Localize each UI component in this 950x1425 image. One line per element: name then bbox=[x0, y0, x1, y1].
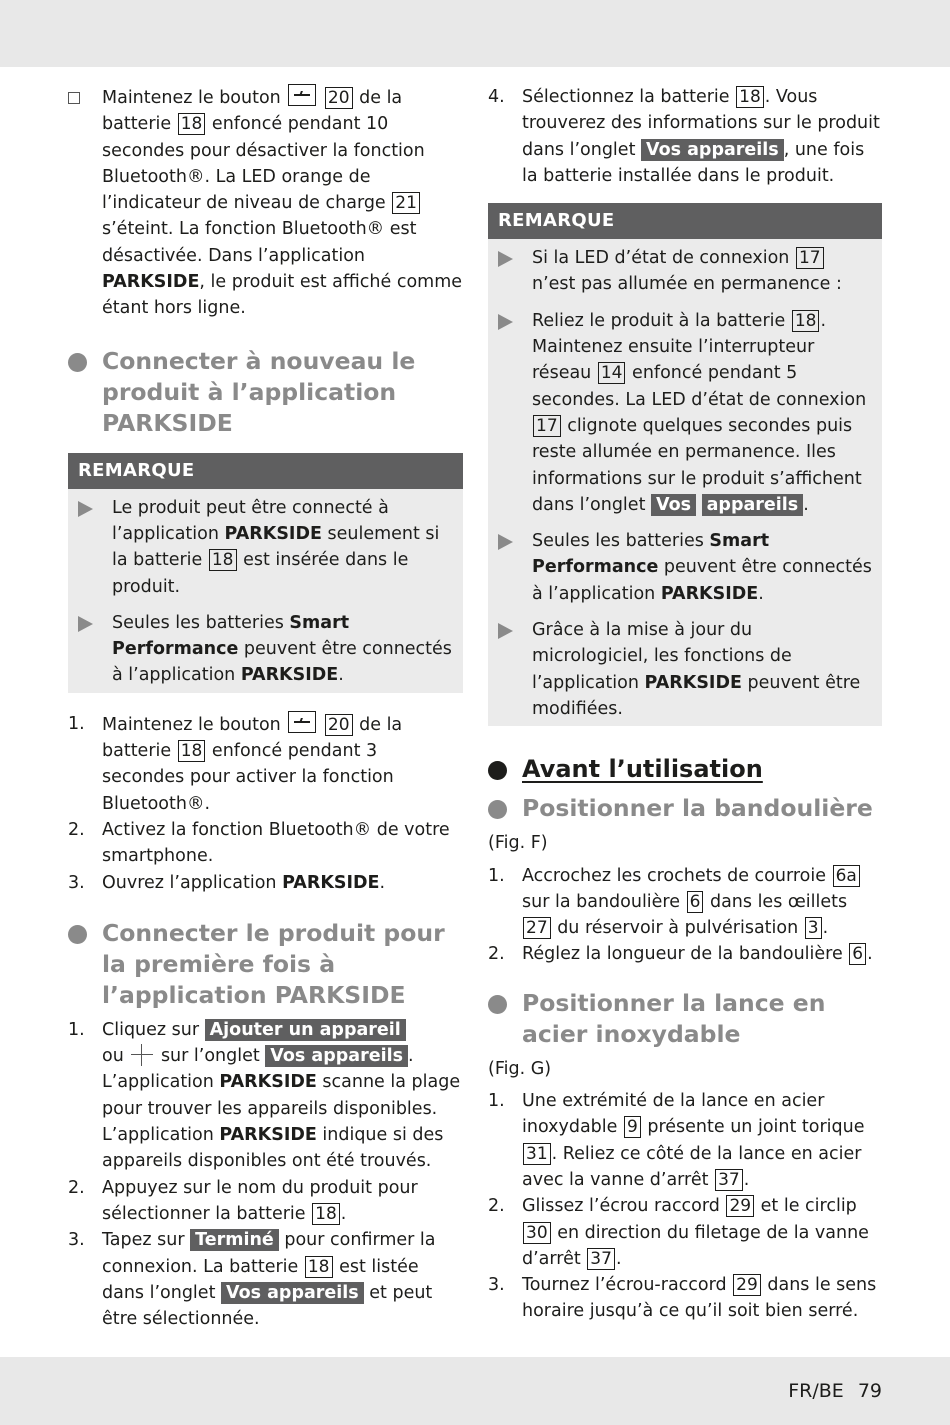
triangle-bullet-icon bbox=[498, 251, 513, 267]
figure-ref: (Fig. G) bbox=[488, 1058, 552, 1079]
remark-title: REMARQUE bbox=[488, 203, 882, 239]
remark-item: Grâce à la mise à jour du micrologiciel, les fonctions de l’application PARKSIDE peuvent être modifiées. bbox=[498, 617, 872, 722]
your-devices-label: Vos bbox=[651, 494, 696, 516]
list-item: 3. Ouvrez l’application PARKSIDE. bbox=[68, 872, 386, 893]
list-item: 4. Sélectionnez la batterie 18 . Vous trouverez des informations sur le produit dans l’onglet Vos appareils , une fois la batterie installée dans le produit. bbox=[488, 87, 880, 186]
lance-steps bbox=[488, 1088, 882, 1325]
done-label: Terminé bbox=[190, 1229, 279, 1251]
bluetooth-button-icon bbox=[288, 711, 316, 733]
page-number: 79 bbox=[857, 1380, 882, 1402]
ref-number: 30 bbox=[523, 1222, 551, 1244]
your-devices-label: Vos appareils bbox=[221, 1282, 364, 1304]
heading-reconnect: Connecter à nouveau le produit à l’application PARKSIDE bbox=[68, 346, 463, 439]
triangle-bullet-icon bbox=[498, 623, 513, 639]
ref-number: 37 bbox=[715, 1169, 743, 1191]
list-item: 3. Tapez sur Terminé pour confirmer la connexion. La batterie 18 est listée dans l’onglet Vos appareils et peut être sélectionnée. bbox=[68, 1230, 436, 1330]
list-item: 2. Appuyez sur le nom du produit pour sélectionner la batterie 18 . bbox=[68, 1177, 418, 1224]
ref-number: 18 bbox=[209, 549, 237, 571]
ref-number: 37 bbox=[587, 1248, 615, 1270]
grey-bullet-icon bbox=[68, 353, 87, 372]
triangle-bullet-icon bbox=[498, 314, 513, 330]
bluetooth-button-icon bbox=[288, 84, 316, 106]
triangle-bullet-icon bbox=[78, 501, 93, 517]
ref-number: 29 bbox=[726, 1195, 754, 1217]
ref-number: 31 bbox=[523, 1143, 551, 1165]
list-item: 2. Réglez la longueur de la bandoulière 6 . bbox=[488, 944, 873, 965]
strap-steps bbox=[488, 863, 882, 968]
ref-number: 18 bbox=[312, 1203, 340, 1225]
ref-number: 18 bbox=[178, 740, 206, 762]
ref-number: 18 bbox=[736, 86, 764, 108]
ref-number: 18 bbox=[305, 1256, 333, 1278]
grey-bullet-icon bbox=[488, 800, 507, 819]
remark-item: Seules les batteries Smart Performance peuvent être connectés à l’application PARKSIDE. bbox=[78, 610, 453, 689]
bluetooth-off-paragraph: Maintenez le bouton 20 de la batterie 18 enfoncé pendant 10 secondes pour désactiver la fonction Bluetooth®. La LED orange de l’indicateur de niveau de charge 21 s’éteint. La fonction Bluetooth® est désactivée. Dans l’application PARKSIDE, le produit est affiché comme étant hors ligne. bbox=[68, 84, 463, 322]
remark-item: Le produit peut être connecté à l’application PARKSIDE seulement si la batterie 18 est insérée dans le produit. bbox=[78, 495, 453, 600]
ref-number: 6 bbox=[687, 891, 704, 913]
page-footer bbox=[788, 1380, 882, 1402]
ref-number: 6a bbox=[833, 865, 860, 887]
reconnect-steps bbox=[68, 711, 463, 896]
top-band bbox=[0, 0, 950, 67]
right-column bbox=[488, 84, 882, 1325]
list-item: 2. Activez la fonction Bluetooth® de votre smartphone. bbox=[68, 819, 450, 867]
first-connect-steps bbox=[68, 1017, 463, 1333]
ref-number: 3 bbox=[805, 917, 822, 939]
triangle-bullet-icon bbox=[78, 616, 93, 632]
black-bullet-icon bbox=[488, 761, 507, 780]
checkbox-bullet-icon bbox=[68, 92, 80, 104]
ref-number: 20 bbox=[325, 714, 353, 736]
add-device-label: Ajouter un appareil bbox=[205, 1019, 406, 1041]
ref-number: 17 bbox=[533, 415, 561, 437]
ref-number: 29 bbox=[733, 1274, 761, 1296]
your-devices-label: Vos appareils bbox=[265, 1045, 408, 1067]
remark-item: Si la LED d’état de connexion 17 n’est pas allumée en permanence : bbox=[498, 245, 872, 298]
remark-box-1 bbox=[68, 453, 463, 693]
list-item: 3. Tournez l’écrou-raccord 29 dans le sens horaire jusqu’à ce qu’il soit bien serré. bbox=[488, 1275, 877, 1322]
list-item: 1. Une extrémité de la lance en acier inoxydable 9 présente un joint torique 31 . Reliez ce côté de la lance en acier avec la vanne d’arrêt 37 . bbox=[488, 1091, 865, 1190]
remark-item: Reliez le produit à la batterie 18 . Maintenez ensuite l’interrupteur réseau 14 enfoncé pendant 5 secondes. La LED d’état de connexion 17 clignote quelques secondes puis reste allumée en permanence. Iles informations sur le produit s’affichent dans l’onglet Vos appareils . bbox=[498, 308, 872, 518]
ref-number: 27 bbox=[523, 917, 551, 939]
heading-lance: Positionner la lance en acier inoxydable bbox=[488, 988, 882, 1050]
your-devices-label: Vos appareils bbox=[641, 139, 784, 161]
list-item: 1. Maintenez le bouton 20 de la batterie 18 enfoncé pendant 3 secondes pour activer la fonction Bluetooth®. bbox=[68, 711, 463, 817]
left-column bbox=[68, 84, 463, 1332]
triangle-bullet-icon bbox=[498, 534, 513, 550]
language-code: FR/BE bbox=[788, 1380, 844, 1402]
ref-number: 18 bbox=[178, 113, 206, 135]
remark-box-2 bbox=[488, 203, 882, 726]
ref-number: 17 bbox=[796, 247, 824, 269]
list-item: 2. Glissez l’écrou raccord 29 et le circlip 30 en direction du filetage de la vanne d’arrêt 37 . bbox=[488, 1196, 869, 1269]
grey-bullet-icon bbox=[488, 995, 507, 1014]
your-devices-label: appareils bbox=[702, 494, 804, 516]
figure-ref: (Fig. F) bbox=[488, 833, 548, 854]
ref-number: 21 bbox=[392, 192, 420, 214]
list-item: 1. Accrochez les crochets de courroie 6a sur la bandoulière 6 dans les œillets 27 du réservoir à pulvérisation 3 . bbox=[488, 863, 882, 942]
remark-item: Seules les batteries Smart Performance peuvent être connectés à l’application PARKSIDE. bbox=[498, 528, 872, 607]
step-four bbox=[488, 84, 882, 189]
heading-before-use: Avant l’utilisation bbox=[488, 754, 882, 785]
heading-first-connect: Connecter le produit pour la première fois à l’application PARKSIDE bbox=[68, 918, 463, 1011]
plus-icon bbox=[131, 1044, 153, 1064]
ref-number: 20 bbox=[325, 87, 353, 109]
grey-bullet-icon bbox=[68, 925, 87, 944]
ref-number: 9 bbox=[624, 1116, 641, 1138]
ref-number: 18 bbox=[792, 310, 820, 332]
list-item: 1. Cliquez sur Ajouter un appareil ou sur l’onglet Vos appareils . L’application PARKSIDE scanne la plage pour trouver les appareils disponibles. L’application PARKSIDE indique si des appareils disponibles ont été trouvés. bbox=[68, 1019, 461, 1172]
ref-number: 14 bbox=[598, 362, 626, 384]
heading-strap: Positionner la bandoulière bbox=[488, 793, 882, 824]
remark-title: REMARQUE bbox=[68, 453, 463, 489]
ref-number: 6 bbox=[849, 943, 866, 965]
